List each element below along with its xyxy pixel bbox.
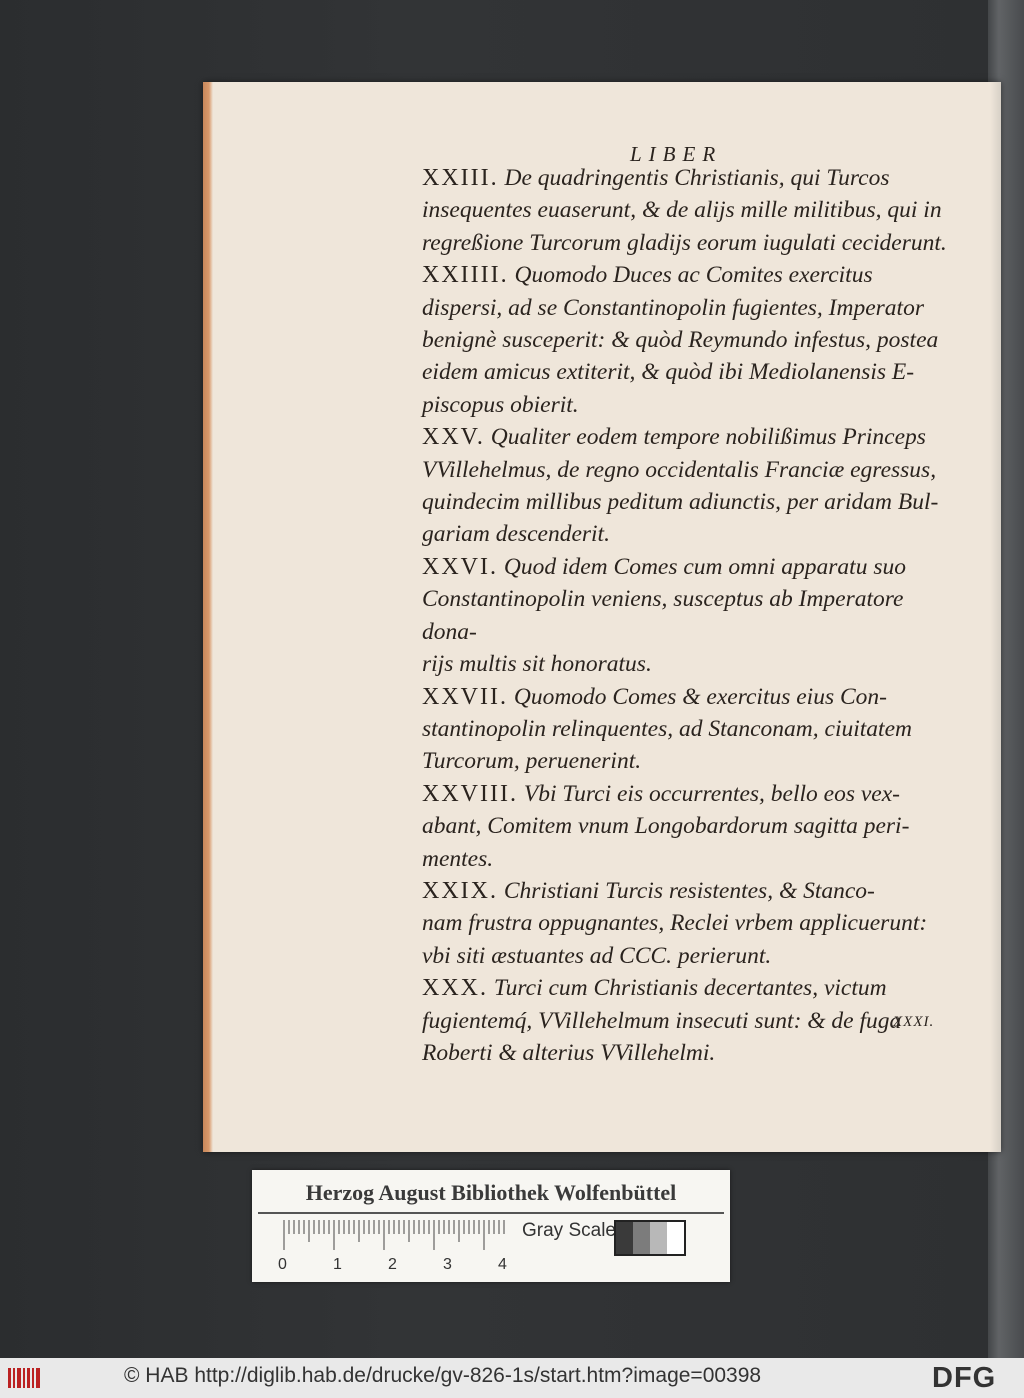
chapter-number: XXVI.	[422, 553, 498, 580]
dfg-logo: DFG	[932, 1362, 997, 1394]
chapter-number: XXX.	[422, 975, 488, 1002]
chapter-summary: Christiani Turcis resistentes, & Stanco- nam frustra oppugnantes, Reclei vrbem applicuerunt: vbi siti æstuantes ad CCC. perierunt.	[422, 877, 928, 969]
chapter-summary: Turci cum Christianis decertantes, victum fugientemq́, VVillehelmum insecuti sunt: & de fuga Roberti & alterius VVillehelmi.	[422, 975, 902, 1066]
source-url[interactable]: © HAB http://diglib.hab.de/drucke/gv-826-1s/start.htm?image=00398	[124, 1364, 762, 1387]
chapter-summary: De quadringentis Christianis, qui Turcos insequentes euaserunt, & de alijs mille militibus, qui in regreßione Turcorum gladijs eorum iugulati ceciderunt.	[422, 165, 947, 256]
chapter-number: XXV.	[422, 424, 485, 451]
chapter-entry	[422, 972, 962, 1069]
page-gutter	[990, 82, 1001, 1152]
ruler-number: 4	[498, 1256, 507, 1273]
chapter-summary: Qualiter eodem tempore nobilißimus Princeps VVillehelmus, de regno occidentalis Franciæ egressus, quindecim millibus peditum adiunctis, per aridam Bul- gariam descenderit.	[422, 424, 939, 548]
chapter-number: XXIX.	[422, 877, 498, 904]
ruler-number: 2	[388, 1256, 397, 1273]
catchword: XXXI.	[893, 1014, 935, 1030]
gray-swatch	[616, 1222, 633, 1254]
chapter-entry	[422, 421, 962, 551]
gray-swatch	[633, 1222, 650, 1254]
chapter-entry	[422, 551, 962, 681]
ruler-number: 1	[333, 1256, 342, 1273]
chapter-entry	[422, 778, 962, 875]
chapter-number: XXVII.	[422, 683, 508, 710]
divider	[258, 1212, 724, 1214]
chapter-entry	[422, 875, 962, 972]
chapter-entry	[422, 259, 962, 421]
chapter-summary: Quomodo Comes & exercitus eius Con- stantinopolin relinquentes, ad Stanconam, ciuitatem Turcorum, peruenerint.	[422, 683, 912, 775]
barcode-icon	[8, 1366, 44, 1390]
footer-bar	[0, 1358, 1024, 1398]
ruler-number: 0	[278, 1256, 287, 1273]
chapter-entry	[422, 162, 962, 259]
chapter-list	[422, 162, 962, 1069]
ruler-number: 3	[443, 1256, 452, 1273]
chapter-summary: Quomodo Duces ac Comites exercitus dispersi, ad se Constantinopolin fugientes, Imperator benignè susceperit: & quòd Reymundo infestus, postea eidem amicus extiterit, & quòd ibi Mediolanensis E- piscopus obierit.	[422, 262, 939, 418]
chapter-summary: Quod idem Comes cum omni apparatu suo Constantinopolin veniens, susceptus ab Imperatore dona- rijs multis sit honoratus.	[422, 553, 906, 678]
running-head: LIBER	[630, 142, 723, 166]
chapter-entry	[422, 681, 962, 778]
chapter-number: XXVIII.	[422, 780, 518, 807]
gray-swatches	[614, 1220, 686, 1256]
chapter-number: XXIII.	[422, 165, 499, 191]
library-color-card	[252, 1170, 730, 1282]
gray-swatch	[650, 1222, 667, 1254]
page-edge	[203, 82, 213, 1152]
ruler-scale	[282, 1218, 512, 1254]
gray-scale-label: Gray Scale	[522, 1220, 616, 1241]
library-name: Herzog August Bibliothek Wolfenbüttel	[305, 1180, 677, 1205]
gray-swatch	[667, 1222, 684, 1254]
chapter-summary: Vbi Turci eis occurrentes, bello eos vex- abant, Comitem vnum Longobardorum sagitta peri- mentes.	[422, 780, 910, 872]
chapter-number: XXIIII.	[422, 262, 509, 289]
